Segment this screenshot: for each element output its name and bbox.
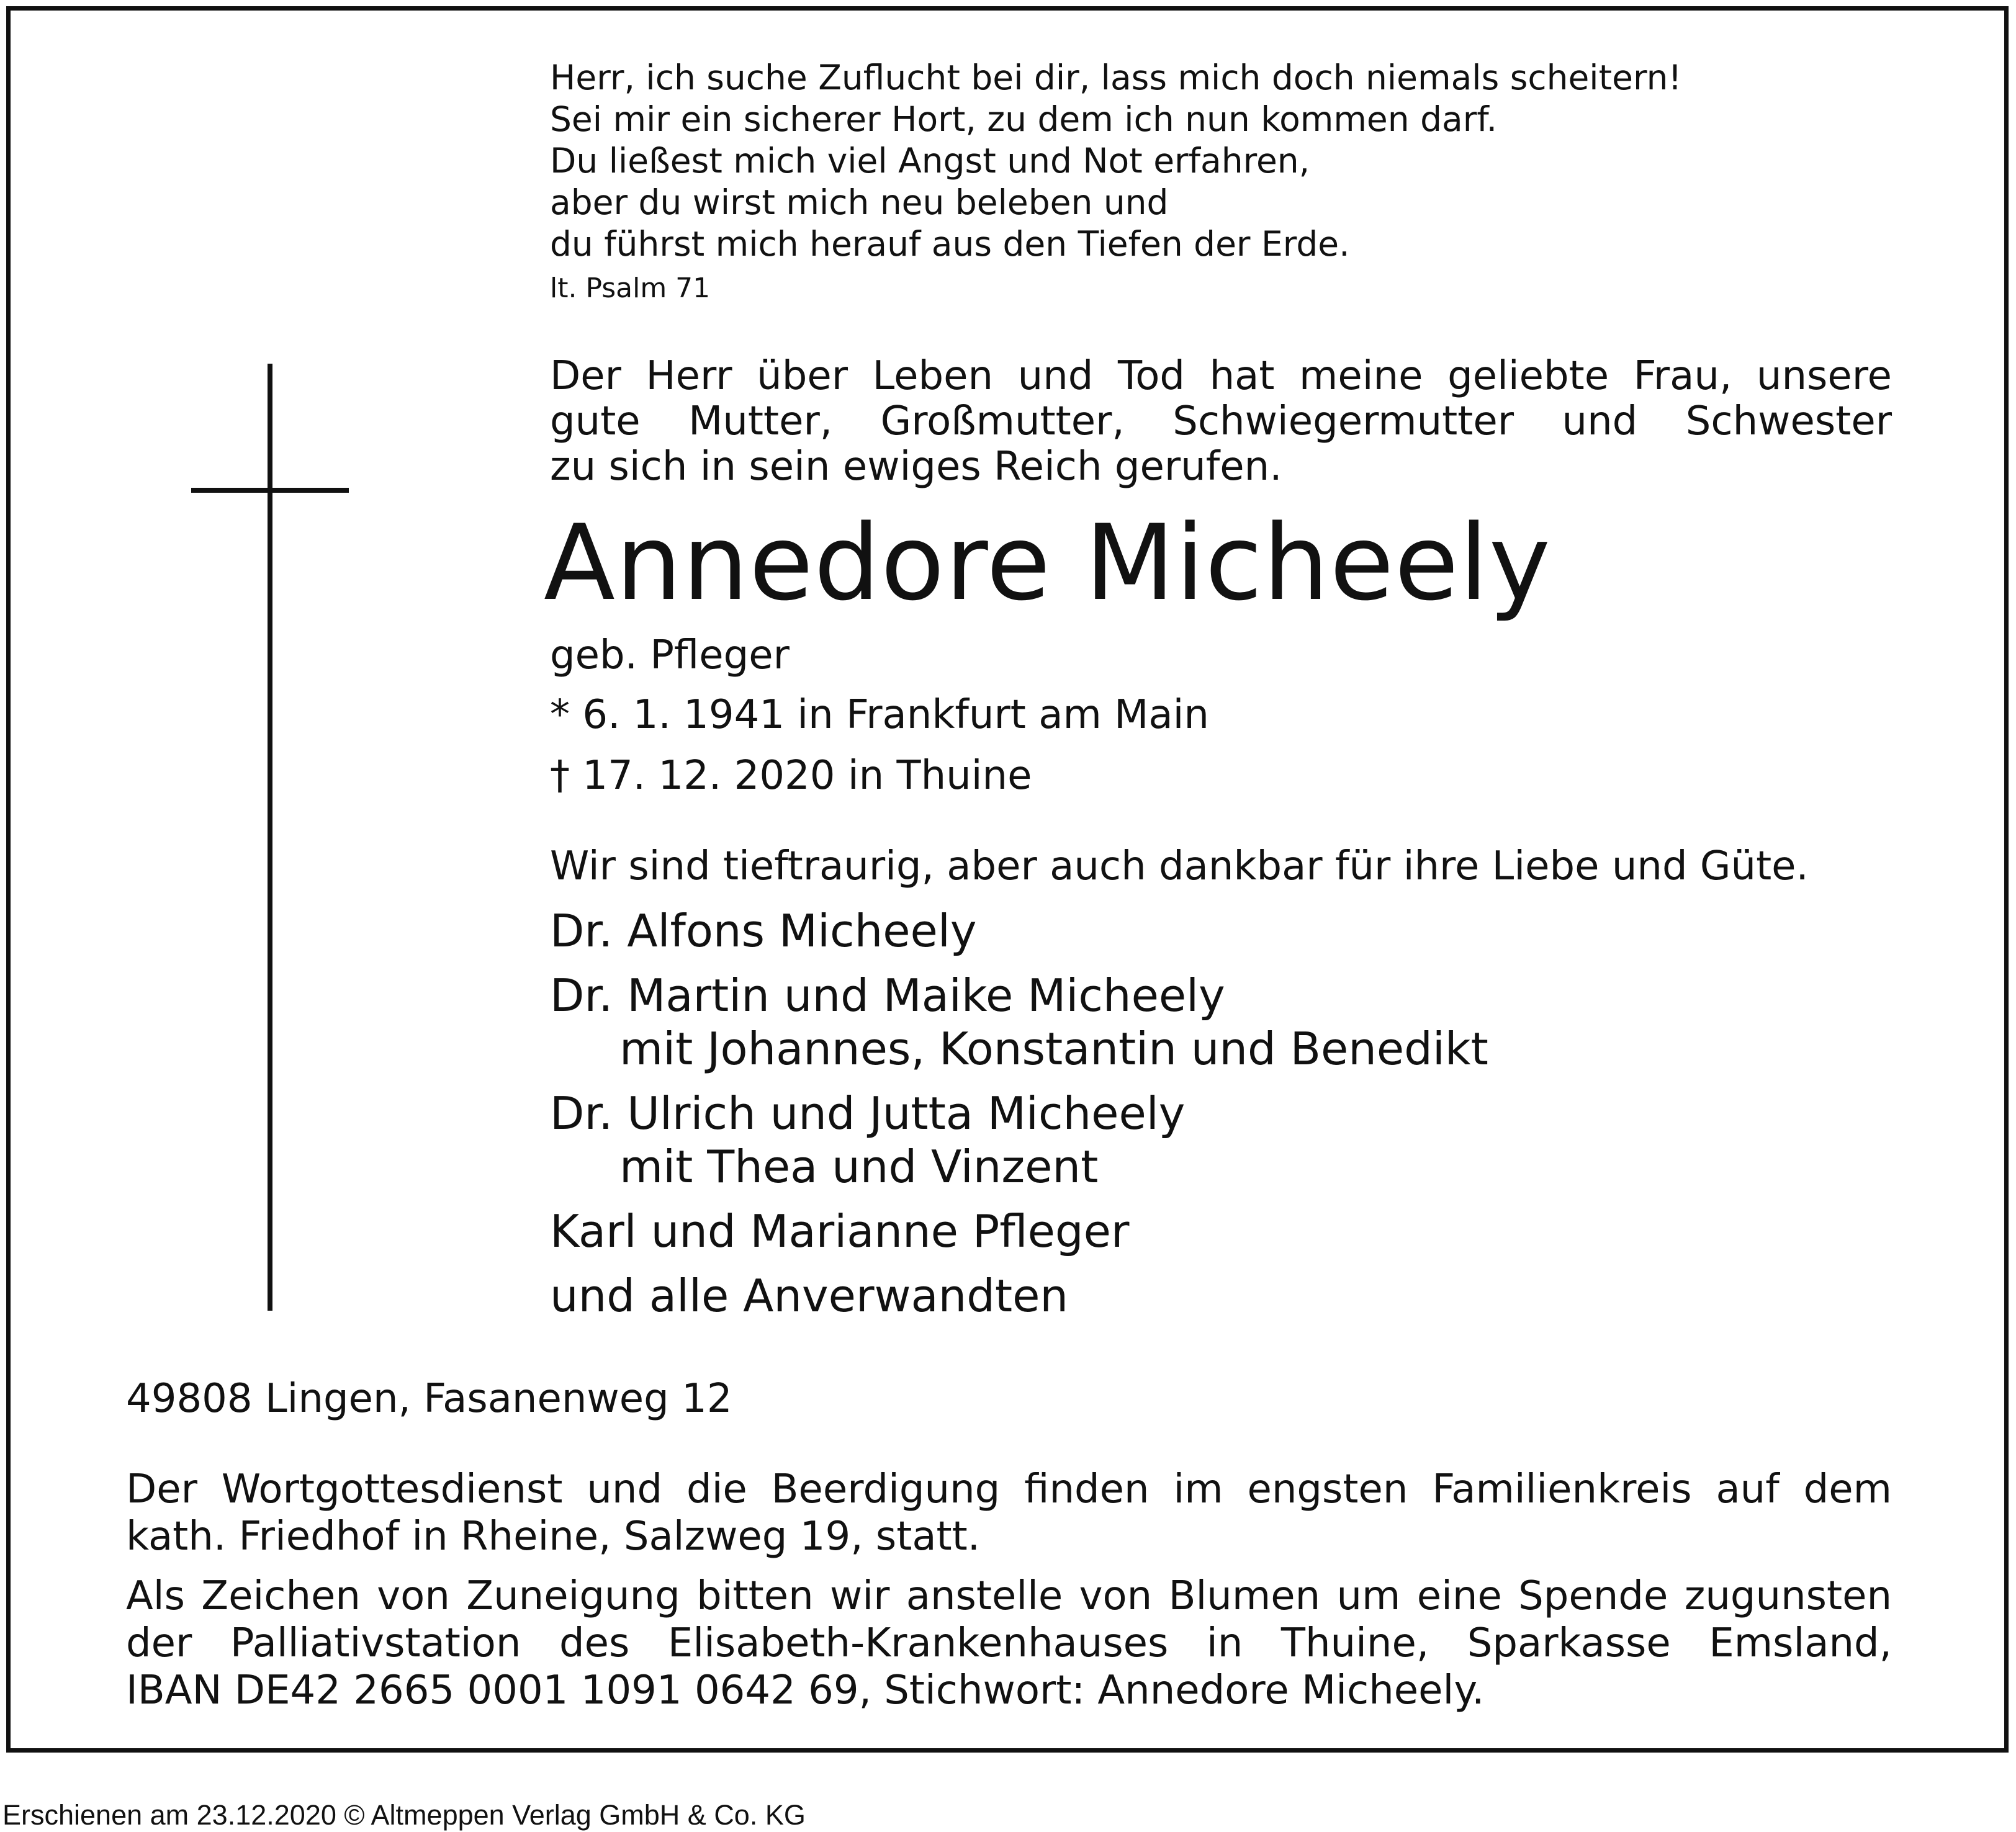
service-line: kath. Friedhof in Rheine, Salzweg 19, statt. <box>126 1514 981 1560</box>
mourner-entry: Karl und Marianne Pfleger <box>550 1205 1130 1257</box>
intro-line: Der Herr über Leben und Tod hat meine geliebte Frau, unsere <box>550 353 1892 399</box>
donation-line: IBAN DE42 2665 0001 1091 0642 69, Stichwort: Annedore Micheely. <box>126 1668 1485 1713</box>
cross-icon <box>268 364 272 1311</box>
mourning-statement: Wir sind tieftraurig, aber auch dankbar für ihre Liebe und Güte. <box>550 843 1809 889</box>
intro-line: gute Mutter, Großmutter, Schwiegermutter und Schwester <box>550 398 1892 444</box>
mourner-entry: Dr. Martin und Maike Micheely <box>550 969 1225 1022</box>
intro-line: zu sich in sein ewiges Reich gerufen. <box>550 444 1282 490</box>
mourner-entry: mit Thea und Vinzent <box>619 1141 1099 1193</box>
psalm-source: lt. Psalm 71 <box>550 272 711 304</box>
mourner-address: 49808 Lingen, Fasanenweg 12 <box>126 1376 732 1422</box>
intro-text <box>550 354 1892 490</box>
psalm-line: Du ließest mich viel Angst und Not erfahren, <box>550 141 1310 181</box>
maiden-name: geb. Pfleger <box>550 632 790 678</box>
publication-footer: Erschienen am 23.12.2020 © Altmeppen Verlag GmbH & Co. KG <box>2 1799 806 1831</box>
donation-line: der Palliativstation des Elisabeth-Krankenhauses in Thuine, Sparkasse Emsland, <box>126 1620 1892 1666</box>
mourner-entry: mit Johannes, Konstantin und Benedikt <box>619 1023 1488 1075</box>
psalm-line: Sei mir ein sicherer Hort, zu dem ich nun kommen darf. <box>550 99 1498 139</box>
psalm-verse <box>550 57 1682 265</box>
service-notice <box>126 1466 1892 1560</box>
deceased-name: Annedore Micheely <box>544 502 1552 624</box>
mourner-entry: Dr. Ulrich und Jutta Micheely <box>550 1087 1186 1139</box>
psalm-line: aber du wirst mich neu beleben und <box>550 182 1169 222</box>
mourner-entry: Dr. Alfons Micheely <box>550 905 977 957</box>
birth-date: * 6. 1. 1941 in Frankfurt am Main <box>550 692 1209 738</box>
donation-line: Als Zeichen von Zuneigung bitten wir anstelle von Blumen um eine Spende zugunsten <box>126 1573 1892 1619</box>
death-date: † 17. 12. 2020 in Thuine <box>550 753 1032 799</box>
mourner-entry: und alle Anverwandten <box>550 1270 1069 1322</box>
service-line: Der Wortgottesdienst und die Beerdigung finden im engsten Familienkreis auf dem <box>126 1466 1892 1512</box>
psalm-line: Herr, ich suche Zuflucht bei dir, lass mich doch niemals scheitern! <box>550 58 1682 97</box>
donation-notice <box>126 1573 1892 1714</box>
cross-icon-bar <box>191 488 349 493</box>
psalm-line: du führst mich herauf aus den Tiefen der Erde. <box>550 224 1350 264</box>
